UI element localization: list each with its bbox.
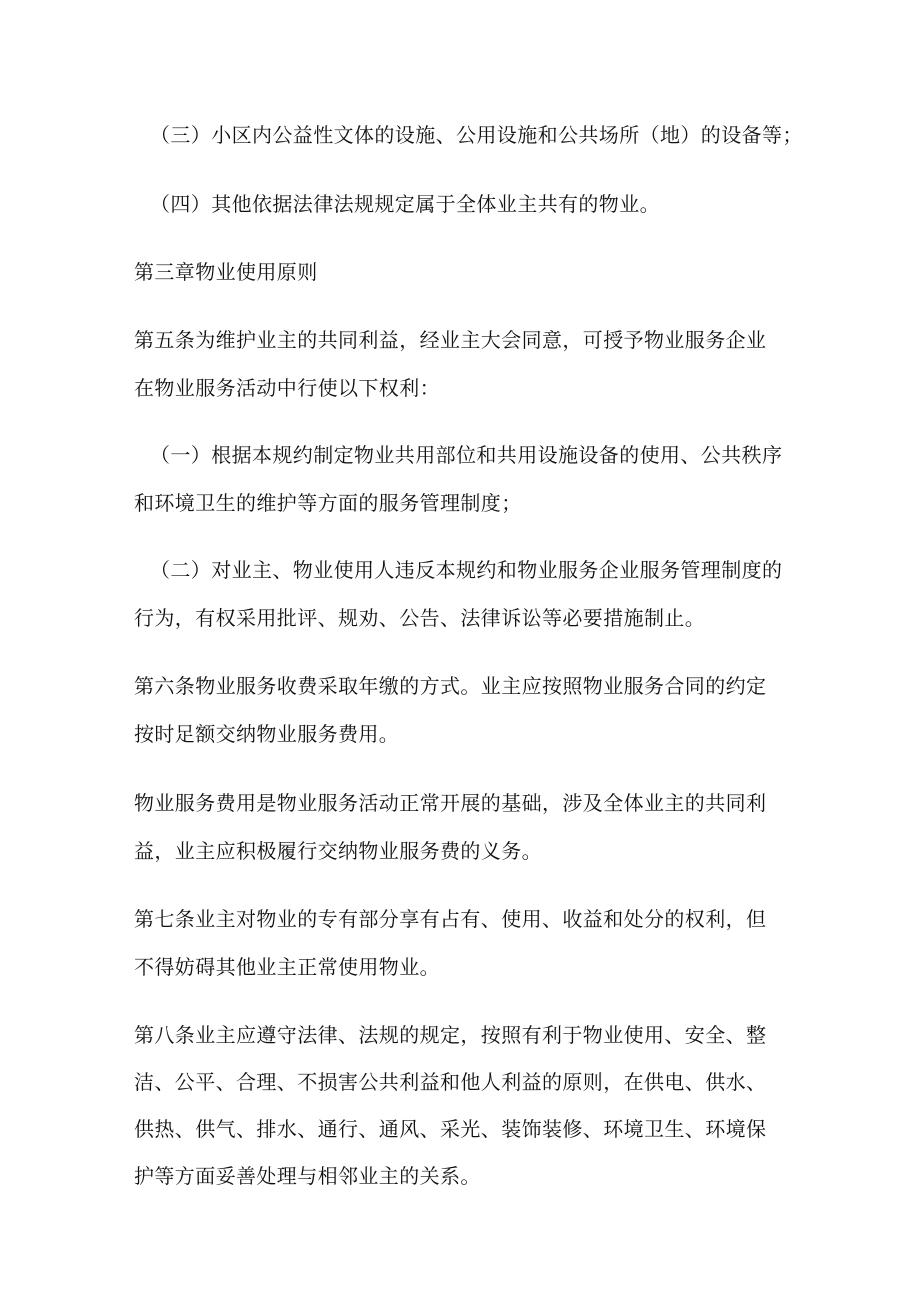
chapter-3-heading: 第三章物业使用原则 [134, 260, 318, 284]
article-5-line-2: 在物业服务活动中行使以下权利： [134, 376, 440, 400]
article-5-line-1: 第五条为维护业主的共同利益，经业主大会同意，可授予物业服务企业 [134, 328, 767, 352]
article-6-line-2: 按时足额交纳物业服务费用。 [134, 722, 400, 746]
article-5-item-2-line-2: 行为，有权采用批评、规劝、公告、法律诉讼等必要措施制止。 [134, 606, 706, 630]
article-5-item-2-line-1: （二）对业主、物业使用人违反本规约和物业服务企业服务管理制度的 [150, 558, 783, 582]
article-8-line-2: 洁、公平、合理、不损害公共利益和他人利益的原则，在供电、供水、 [134, 1070, 767, 1094]
clause-3-line: （三）小区内公益性文体的设施、公用设施和公共场所（地）的设备等； [150, 123, 803, 147]
article-7-line-2: 不得妨碍其他业主正常使用物业。 [134, 955, 440, 979]
fee-paragraph-line-1: 物业服务费用是物业服务活动正常开展的基础，涉及全体业主的共同利 [134, 791, 767, 815]
clause-4-line: （四）其他依据法律法规规定属于全体业主共有的物业。 [150, 192, 660, 216]
article-5-item-1-line-1: （一）根据本规约制定物业共用部位和共用设施设备的使用、公共秩序 [150, 443, 783, 467]
article-6-line-1: 第六条物业服务收费采取年缴的方式。业主应按照物业服务合同的约定 [134, 674, 767, 698]
article-8-line-3: 供热、供气、排水、通行、通风、采光、装饰装修、环境卫生、环境保 [134, 1117, 767, 1141]
article-8-line-1: 第八条业主应遵守法律、法规的规定，按照有利于物业使用、安全、整 [134, 1023, 767, 1047]
article-7-line-1: 第七条业主对物业的专有部分享有占有、使用、收益和处分的权利，但 [134, 907, 767, 931]
fee-paragraph-line-2: 益，业主应积极履行交纳物业服务费的义务。 [134, 839, 542, 863]
article-5-item-1-line-2: 和环境卫生的维护等方面的服务管理制度； [134, 491, 522, 515]
article-8-line-4: 护等方面妥善处理与相邻业主的关系。 [134, 1164, 481, 1188]
